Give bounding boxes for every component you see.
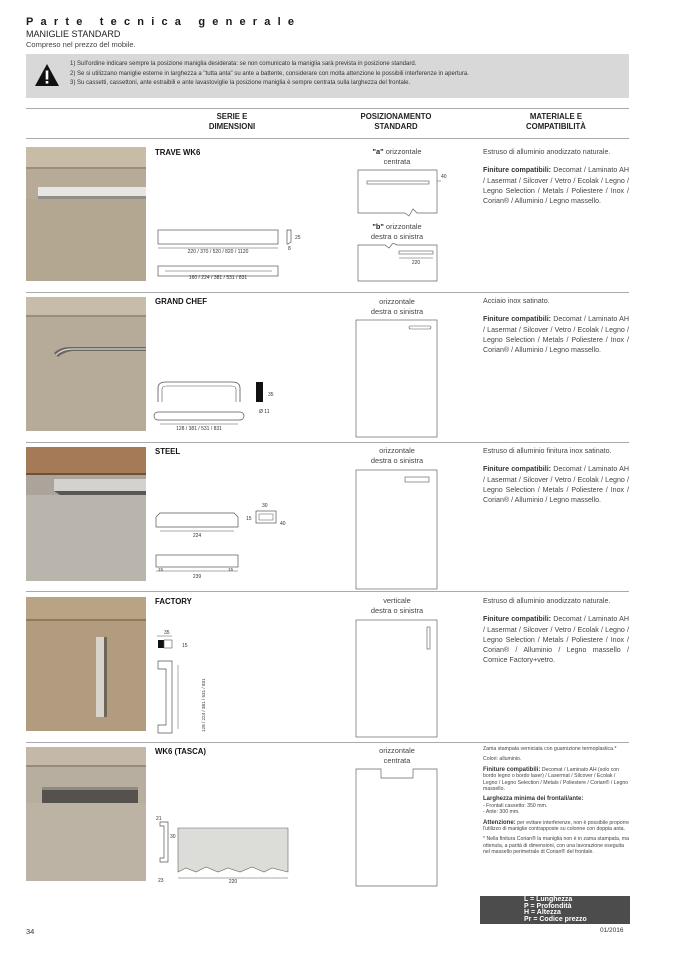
door-drawing [355,768,439,888]
notice-line: 2) Se si utilizzano maniglie esterne in larghezza a "tutta anta" su ante a battente, considerare con molta attenzione le possibili interferenze in apertura. [70,70,469,77]
row-divider [26,292,629,293]
dim-height: 25 [295,235,301,241]
door-drawing [355,619,439,739]
product-name: GRAND CHEF [155,297,207,306]
material-text: Estruso di alluminio anodizzato naturale. Finiture compatibili: Decomat / Laminato AH / Lasermat / Silcover / Vetro / Ecolak / Legno / Legno Selection / Metals / Poliestere / Inox / Corian® / Alluminio / Legno massello / Cornice Factory+vetro. [483,597,629,665]
door-drawing [355,469,439,591]
dim-diameter: Ø 11 [259,409,270,415]
product-name: FACTORY [155,597,192,606]
table-header-rule [26,138,629,139]
material-text: Acciaio inox satinato. Finiture compatibili: Decomat / Laminato AH / Lasermat / Silcover / Vetro / Ecolak / Legno / Legno Selection / Metals / Poliestere / Inox / Corian® / Alluminio / Legno massello. [483,297,629,355]
dim-height: 30 [170,834,176,840]
notice-line: 3) Su cassetti, cassettoni, ante estraibili e ante lavastoviglie la posizione maniglia è sempre centrata sulla larghezza del frontale. [70,80,411,87]
dim-lengths: 220 / 370 / 520 / 820 / 1120 [187,249,249,255]
row-divider [26,742,629,743]
drawing-trave-wk6 [155,222,315,284]
dim-holes: 128 / 381 / 531 / 831 [176,426,222,432]
drawing-wk6-tasca [152,814,292,886]
product-photo-grand-chef [26,297,146,431]
warning-icon [34,63,60,87]
dim-door-dist: 220 [411,260,421,266]
position: orizzontale destra o sinistra [370,297,424,316]
dim-length: 239 [192,574,202,580]
product-photo-trave-wk6 [26,147,146,281]
row-divider [26,442,629,443]
dim-height: 35 [268,392,274,398]
notice-lines [70,60,469,89]
product-photo-wk6-tasca [26,747,146,881]
legend-box [480,896,630,924]
page-title: Parte tecnica generale [26,16,302,28]
drawing-grand-chef [150,376,310,434]
dim-width: 30 [262,503,268,509]
dim-length: 220 [228,879,238,885]
product-name: TRAVE WK6 [155,148,201,157]
position-b: "b" orizzontale destra o sinistra [370,222,424,241]
column-header-position: POSIZIONAMENTO STANDARD [360,112,432,131]
position: orizzontale centrata [379,746,415,765]
product-name: STEEL [155,447,181,456]
dim-door-gap: 40 [441,174,447,180]
door-drawing-a [355,169,455,217]
page-date: 01/2016 [600,927,624,934]
dim-width: 15 [182,643,188,649]
dim-depth: 15 [246,516,252,522]
door-drawing [355,319,439,439]
drawing-steel [152,503,292,583]
dim-holes: 224 [192,533,202,539]
notice-line: 1) Sull'ordine indicare sempre la posizione maniglia desiderata: se non comunicato la maniglia sarà prevista in posizione standard. [70,61,417,67]
dim-holes: 128 / 224 / 381 / 531 / 831 [201,678,206,732]
column-header-series: SERIE E DIMENSIONI [208,112,256,131]
dim-depth: 35 [164,630,170,636]
position: verticale destra o sinistra [370,596,424,615]
dim-holes: 160 / 224 / 381 / 531 / 831 [188,275,248,281]
material-text: Estruso di alluminio anodizzato naturale. Finiture compatibili: Decomat / Laminato AH / Lasermat / Silcover / Vetro / Ecolak / Legno / Legno Selection / Metals / Poliestere / Inox / Corian® / Alluminio / Legno massello. [483,148,629,206]
material-text: Zama stampata verniciata con guarnizione termoplastica.* Colori: alluminio. Finiture compatibili: Decomat / Laminato AH (solo con bordo legno o bordo laser) / Lasermat / Silcover / Ecolak / Legno / Legno Selection / Metals / Poliestere / Corian® / Legno massello. Larghezza minima dei frontali/ante: - Frontali cassetto: 350 mm. - Ante: 300 mm. Attenzione: per evitare interferenze, non è possibile proporre l'utilizzo di maniglie contrapposte su colonne con doppia anta. * Nella finitura Corian® la maniglia non è in zama stampata, ma ottenuta, a parità di dimensioni, con una lavorazione eseguita nel massello perimetrale di Corian® del frontale. [483,746,630,856]
door-drawing-b [355,243,455,283]
dim-end-a: 15 [158,567,164,572]
dim-end-b: 15 [228,567,234,572]
dim-bottom: 23 [158,878,164,884]
position-a: "a" orizzontale centrata [372,147,422,166]
table-top-rule [26,108,629,109]
position: orizzontale destra o sinistra [370,446,424,465]
product-photo-factory [26,597,146,731]
product-name: WK6 (TASCA) [155,747,206,756]
notice-box [26,54,629,98]
page-number: 34 [26,927,35,936]
drawing-factory [152,625,222,740]
dim-side: 8 [288,246,291,252]
dim-top: 21 [156,816,162,822]
product-photo-steel [26,447,146,581]
dim-height: 40 [280,521,286,527]
row-divider [26,591,629,592]
legend-lines: L = Lunghezza P = Profondità H = Altezza Pr = Codice prezzo [524,896,587,923]
page-subtitle-note: Compreso nel prezzo del mobile. [26,40,136,49]
column-header-material: MATERIALE E COMPATIBILITÀ [526,112,586,131]
material-text: Estruso di alluminio finitura inox satinato. Finiture compatibili: Decomat / Laminato AH / Lasermat / Silcover / Vetro / Ecolak / Legno / Legno Selection / Metals / Poliestere / Inox / Corian® / Alluminio / Legno massello. [483,447,629,505]
page-subtitle: MANIGLIE STANDARD [26,29,121,39]
